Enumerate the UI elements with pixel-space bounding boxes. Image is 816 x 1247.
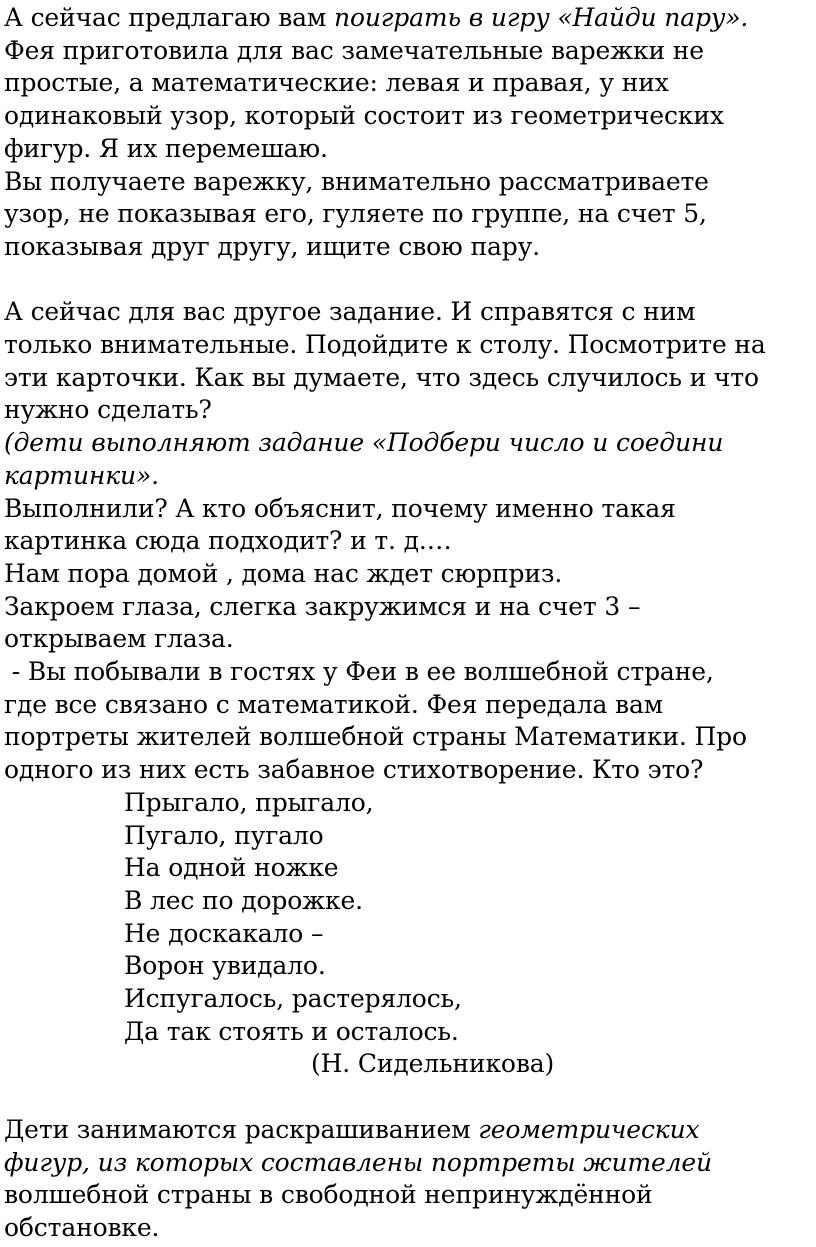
poem-line: Ворон увидало.: [124, 951, 326, 981]
text-run: Дети занимаются раскрашиванием: [4, 1114, 479, 1144]
poem-line: Испугалось, растерялось,: [124, 984, 462, 1014]
italic-text-line: картинки».: [4, 460, 159, 490]
paragraph-spacer: [4, 1081, 816, 1114]
paragraph-find-pair-game: [4, 2, 816, 264]
text-line: фигур. Я их перемешаю.: [4, 133, 328, 163]
text-line: [4, 1114, 816, 1147]
paragraph-another-task: [4, 296, 816, 787]
text-line: одинаковый узор, который состоит из геометрических: [4, 101, 724, 131]
text-line: одного из них есть забавное стихотворение. Кто это?: [4, 755, 704, 785]
text-line: [4, 2, 816, 35]
poem-line: В лес по дорожке.: [124, 885, 363, 915]
text-line: Нам пора домой , дома нас ждет сюрприз.: [4, 558, 563, 588]
text-line: картинка сюда подходит? и т. д.…: [4, 526, 452, 556]
poem-line: На одной ножке: [124, 853, 339, 883]
paragraph-coloring-activity: [4, 1114, 816, 1245]
paragraph-spacer: [4, 264, 816, 297]
text-line: обстановке.: [4, 1212, 160, 1242]
text-line: открываем глаза.: [4, 624, 234, 654]
text-line: простые, а математические: левая и правая, у них: [4, 68, 669, 98]
italic-text-line: (дети выполняют задание «Подбери число и соедини: [4, 428, 724, 458]
italic-text-run: геометрических: [478, 1114, 700, 1144]
text-line: Фея приготовила для вас замечательные варежки не: [4, 35, 704, 65]
poem-line: Прыгало, прыгало,: [124, 787, 374, 817]
poem-author: (Н. Сидельникова): [311, 1049, 555, 1079]
text-line: волшебной страны в свободной непринуждённой: [4, 1180, 653, 1210]
text-line: - Вы побывали в гостях у Феи в ее волшебной стране,: [4, 657, 714, 687]
text-line: Выполнили? А кто объяснит, почему именно такая: [4, 493, 676, 523]
text-line: А сейчас для вас другое задание. И справятся с ним: [4, 297, 696, 327]
text-line: узор, не показывая его, гуляете по группе, на счет 5,: [4, 199, 707, 229]
poem-line: Пугало, пугало: [124, 820, 324, 850]
italic-text-run: поиграть в игру «Найди пару».: [334, 3, 749, 32]
poem-line: Да так стоять и осталось.: [124, 1016, 459, 1046]
italic-text-line: фигур, из которых составлены портреты жителей: [4, 1147, 712, 1177]
poem-block: [4, 787, 816, 1081]
text-line: Закроем глаза, слегка закружимся и на счет 3 –: [4, 591, 641, 621]
text-line: где все связано с математикой. Фея передала вам: [4, 689, 664, 719]
text-line: показывая друг другу, ищите свою пару.: [4, 231, 540, 261]
text-line: портреты жителей волшебной страны Математики. Про: [4, 722, 747, 752]
text-line: Вы получаете варежку, внимательно рассматриваете: [4, 166, 709, 196]
text-line: эти карточки. Как вы думаете, что здесь случилось и что: [4, 362, 759, 392]
text-run: А сейчас предлагаю вам: [4, 3, 334, 32]
text-line: нужно сделать?: [4, 395, 212, 425]
text-line: только внимательные. Подойдите к столу. Посмотрите на: [4, 330, 766, 360]
poem-line: Не доскакало –: [124, 918, 324, 948]
